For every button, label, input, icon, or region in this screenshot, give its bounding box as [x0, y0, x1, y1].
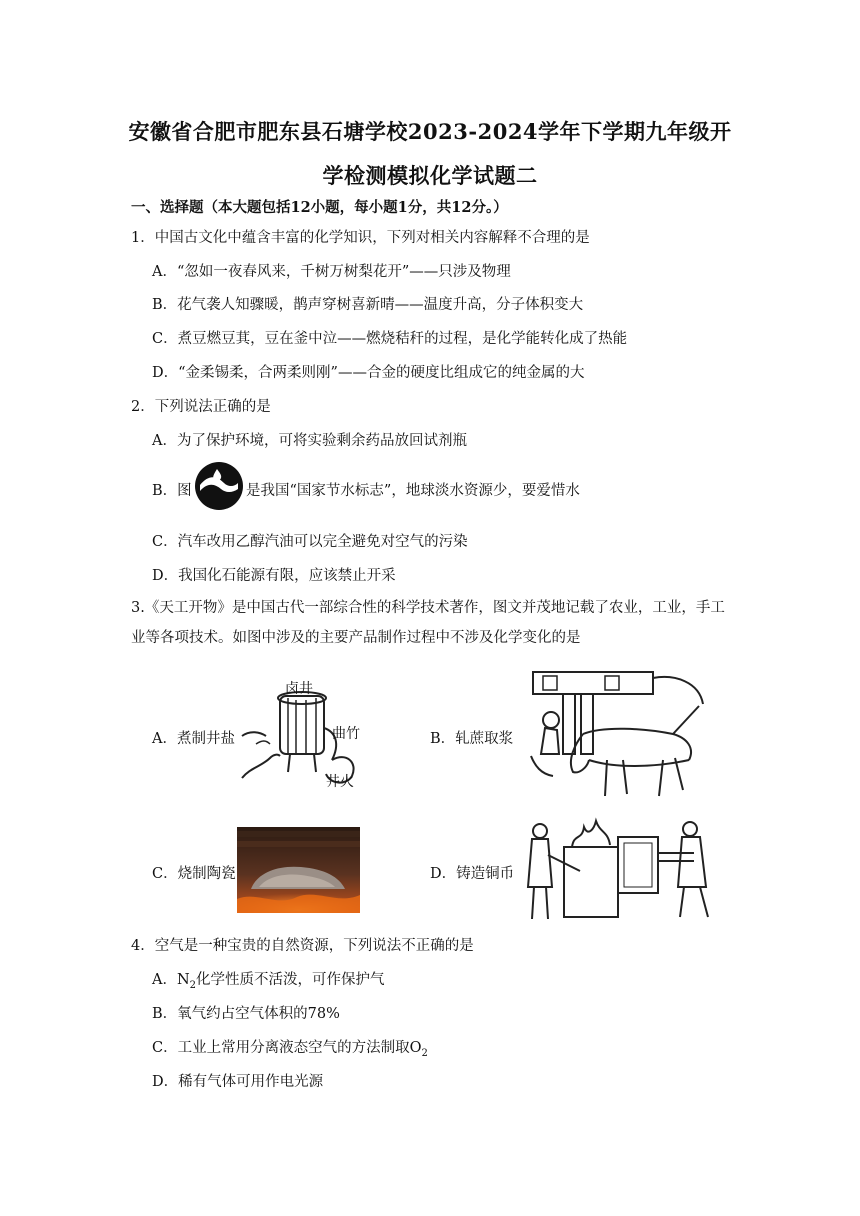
question-4-option-a-prefix: A．N: [152, 972, 190, 988]
exam-title-line-1: 安徽省合肥市肥东县石塘学校2023-2024学年下学期九年级开: [128, 119, 732, 144]
question-3-option-a: A．煮制井盐: [152, 731, 235, 747]
question-2-option-b-prefix: B．图: [152, 483, 192, 499]
ceramic-kiln-photo: [237, 827, 360, 913]
figure-label-brine-well: 卤井: [285, 681, 313, 697]
bronze-coin-casting-illustration: [522, 817, 722, 923]
question-1-option-c: C．煮豆燃豆萁，豆在釜中泣——燃烧秸秆的过程，是化学能转化成了热能: [152, 331, 628, 347]
figure-label-well-fire: 井火: [326, 774, 354, 790]
question-3-option-b: B．轧蔗取浆: [430, 731, 514, 747]
question-4-option-a: [152, 968, 385, 991]
question-3-stem: 3.《天工开物》是中国古代一部综合性的科学技术著作，图文并茂地记载了农业，工业，手工业等各项技术。如图中涉及的主要产品制作过程中不涉及化学变化的是: [131, 600, 725, 646]
question-4-option-d: D．稀有气体可用作电光源: [152, 1074, 324, 1090]
question-2-option-d: D．我国化石能源有限，应该禁止开采: [152, 568, 396, 584]
question-3-option-d: D．铸造铜币: [430, 866, 515, 882]
question-4-option-b: B．氧气约占空气体积的78%: [152, 1006, 340, 1022]
water-saving-logo-icon: [194, 461, 244, 511]
question-4-option-c-text: C．工业上常用分离液态空气的方法制取O: [152, 1040, 422, 1056]
question-4-option-c: [152, 1036, 428, 1059]
question-3-option-c: C．烧制陶瓷: [152, 866, 236, 882]
exam-title-line-2: 学检测模拟化学试题二: [322, 163, 538, 188]
section-heading: 一、选择题（本大题包括12小题，每小题1分，共12分。）: [131, 199, 508, 216]
nitrogen-subscript: 2: [189, 979, 197, 991]
question-1-option-a: A．“忽如一夜春风来，千树万树梨花开”——只涉及物理: [152, 264, 511, 280]
sugarcane-press-illustration: [523, 664, 707, 806]
question-2-option-c: C．汽车改用乙醇汽油可以完全避免对空气的污染: [152, 534, 468, 550]
question-1-stem: 1．中国古文化中蕴含丰富的化学知识，下列对相关内容解释不合理的是: [131, 230, 590, 246]
question-4-stem: 4．空气是一种宝贵的自然资源，下列说法不正确的是: [131, 938, 474, 954]
oxygen-subscript: 2: [421, 1047, 428, 1059]
question-2-stem: 2．下列说法正确的是: [131, 399, 271, 415]
question-1-option-d: D．“金柔锡柔，合两柔则刚”——合金的硬度比组成它的纯金属的大: [152, 365, 585, 381]
question-2-option-b-text: 是我国“国家节水标志”，地球淡水资源少，要爱惜水: [246, 483, 580, 499]
question-1-option-b: B．花气袭人知骤暖，鹊声穿树喜新晴——温度升高，分子体积变大: [152, 297, 584, 313]
question-2-option-a: A．为了保护环境，可将实验剩余药品放回试剂瓶: [152, 433, 467, 449]
question-4-option-a-text: 化学性质不活泼，可作保护气: [196, 972, 385, 988]
figure-label-curved-bamboo: 曲竹: [332, 726, 360, 742]
